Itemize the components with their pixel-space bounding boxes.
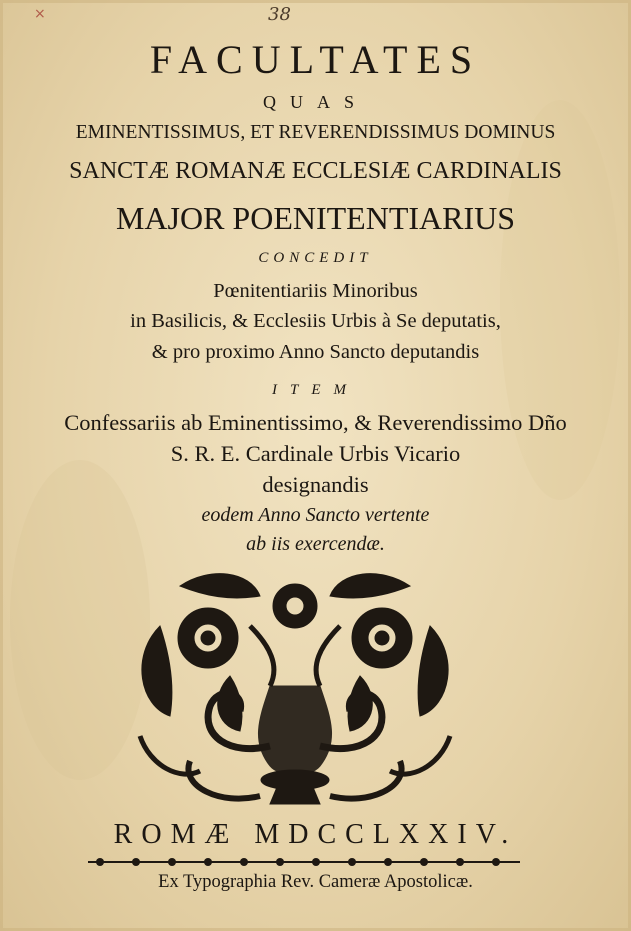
main-title: FACULTATES [149, 37, 482, 82]
title-line-sanctae: SANCTÆ ROMANÆ ECCLESIÆ CARDINALIS [69, 158, 562, 184]
title-line-sre: S. R. E. Cardinale Urbis Vicario [170, 441, 461, 466]
floral-ornament-icon [120, 566, 470, 814]
title-line-major: MAJOR POENITENTIARIUS [115, 200, 516, 236]
title-line-item: ITEM [272, 382, 359, 398]
imprint-place-date: ROMÆ MDCCLXXIV. [113, 819, 518, 850]
title-line-poenitentiariis: Pœnitentiariis Minoribus [213, 280, 418, 302]
title-line-anno-sancto: & pro proximo Anno Sancto deputandis [151, 341, 480, 363]
title-line-quas: QUAS [262, 92, 368, 112]
title-line-confessariis: Confessariis ab Eminentissimo, & Reverendissimo Dño [64, 410, 567, 435]
title-line-basilicis: in Basilicis, & Ecclesiis Urbis à Se deputatis, [130, 310, 501, 332]
corner-mark: × [34, 6, 46, 22]
title-line-exercendae: ab iis exercendæ. [246, 533, 385, 555]
title-line-concedit: CONCEDIT [258, 250, 373, 266]
folio-number: 38 [268, 4, 291, 25]
title-line-eodem: eodem Anno Sancto vertente [201, 504, 430, 526]
decorative-rule [88, 856, 520, 868]
title-line-eminentissimus: EMINENTISSIMUS, ET REVERENDISSIMUS DOMINUS [75, 122, 556, 143]
title-line-designandis: designandis [262, 472, 369, 497]
imprint-printer: Ex Typographia Rev. Cameræ Apostolicæ. [158, 872, 473, 892]
